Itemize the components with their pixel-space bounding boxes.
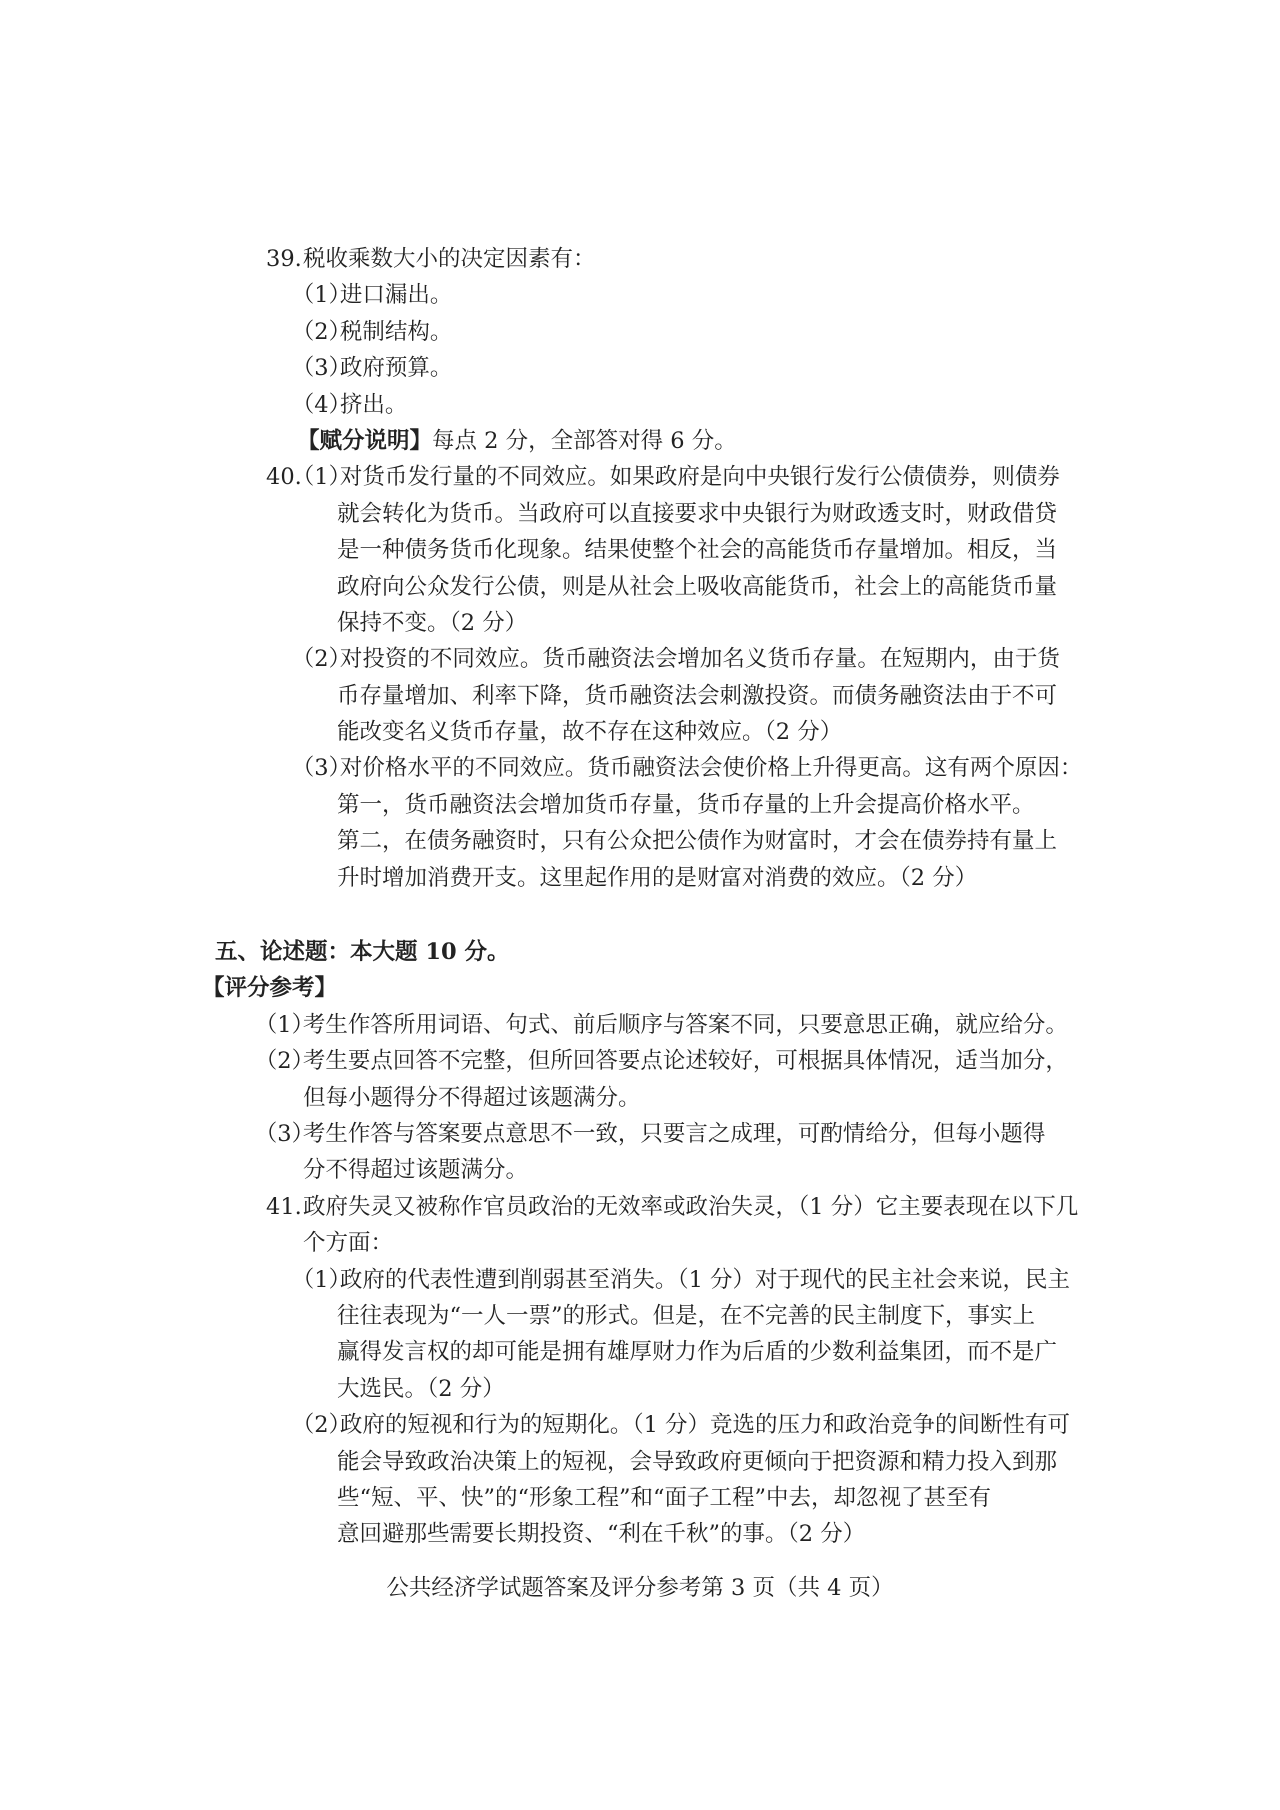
question-40-item-line	[0, 459, 1280, 495]
question-39-item	[0, 387, 1280, 423]
section-5-heading: 五、论述题：本大题 10 分。	[215, 939, 510, 966]
question-41-intro-line	[0, 1189, 1280, 1225]
question-40-number: 40.	[266, 464, 302, 491]
question-39-item-label: （1）	[303, 282, 340, 309]
question-41-number: 41.	[266, 1193, 302, 1220]
scoring-rule-line	[0, 1043, 1280, 1079]
question-41-item-line	[0, 1262, 1280, 1298]
question-41-item-text: 政府的代表性遭到削弱甚至消失。（1 分）对于现代的民主社会来说，民主	[339, 1266, 1071, 1293]
question-41-intro-line: 个方面：	[303, 1230, 394, 1257]
question-41-item-line: 大选民。（2 分）	[337, 1375, 505, 1402]
question-39-item	[0, 350, 1280, 386]
scoring-rule-text: 考生作答所用词语、句式、前后顺序与答案不同，只要意思正确，就应给分。	[302, 1011, 1068, 1038]
question-39-item	[0, 314, 1280, 350]
scoring-rule-line: 但每小题得分不得超过该题满分。	[303, 1084, 641, 1111]
page-footer: 公共经济学试题答案及评分参考第 3 页（共 4 页）	[386, 1575, 894, 1601]
question-41-item-line: 赢得发言权的却可能是拥有雄厚财力作为后盾的少数利益集团，而不是广	[337, 1339, 1058, 1366]
scoring-rule-label: （3）	[266, 1120, 303, 1147]
question-40-item-line: 能改变名义货币存量，故不存在这种效应。（2 分）	[337, 719, 843, 746]
question-41-item-label: （1）	[303, 1266, 340, 1293]
question-39-number: 39.	[266, 246, 302, 272]
question-40-item-label: （1）	[303, 464, 340, 491]
question-41-item-line: 往往表现为“一人一票”的形式。但是，在不完善的民主制度下，事实上	[337, 1302, 1036, 1329]
question-41-item-line: 意回避那些需要长期投资、“利在千秋”的事。（2 分）	[337, 1521, 866, 1548]
question-41-item-line	[0, 1407, 1280, 1443]
question-40-item-line	[0, 641, 1280, 677]
question-39-item-text: 挤出。	[339, 391, 408, 418]
question-40-item-line: 就会转化为货币。当政府可以直接要求中央银行为财政透支时，财政借贷	[337, 500, 1058, 527]
scoring-rule-label: （2）	[266, 1048, 303, 1075]
question-40-item-line: 是一种债务货币化现象。结果使整个社会的高能货币存量增加。相反，当	[337, 537, 1058, 564]
question-40-item-line: 第一，货币融资法会增加货币存量，货币存量的上升会提高价格水平。	[337, 791, 1035, 818]
question-40-item-text: 对货币发行量的不同效应。如果政府是向中央银行发行公债债券，则债券	[339, 464, 1060, 491]
scoring-reference-label: 【评分参考】	[202, 975, 338, 1002]
question-40-item-line: 币存量增加、利率下降，货币融资法会刺激投资。而债务融资法由于不可	[337, 682, 1058, 709]
question-40-item-line: 政府向公众发行公债，则是从社会上吸收高能货币，社会上的高能货币量	[337, 573, 1058, 600]
scoring-rule-line	[0, 1116, 1280, 1152]
question-41-item-line: 能会导致政治决策上的短视，会导致政府更倾向于把资源和精力投入到那	[337, 1448, 1058, 1475]
question-40-item-line: 第二，在债务融资时，只有公众把公债作为财富时，才会在债券持有量上	[337, 828, 1058, 855]
question-40-item-text: 对投资的不同效应。货币融资法会增加名义货币存量。在短期内，由于货	[339, 646, 1060, 673]
question-41-item-label: （2）	[303, 1412, 340, 1439]
scoring-rule-label: （1）	[266, 1011, 303, 1038]
question-39-item-text: 税制结构。	[339, 318, 453, 345]
scoring-rule-text: 考生要点回答不完整，但所回答要点论述较好，可根据具体情况，适当加分，	[302, 1048, 1068, 1075]
question-39-item	[0, 277, 1280, 313]
question-39-item-label: （3）	[303, 355, 340, 382]
scoring-rule-line: 分不得超过该题满分。	[303, 1157, 529, 1184]
question-39-item-text: 进口漏出。	[339, 282, 453, 309]
question-40-item-line	[0, 750, 1280, 786]
question-39-item-text: 政府预算。	[339, 355, 453, 382]
scoring-rule-line	[0, 1007, 1280, 1043]
scoring-note-text: 每点 2 分，全部答对得 6 分。	[432, 427, 737, 454]
question-39-stem: 税收乘数大小的决定因素有：	[303, 246, 596, 272]
question-40-item-label: （3）	[303, 755, 340, 782]
question-40-item-text: 对价格水平的不同效应。货币融资法会使价格上升得更高。这有两个原因：	[339, 755, 1083, 782]
question-41-item-text: 政府的短视和行为的短期化。（1 分）竞选的压力和政治竞争的间断性有可	[339, 1412, 1071, 1439]
question-39-item-label: （2）	[303, 318, 340, 345]
answer-key-body	[0, 241, 1280, 1553]
question-40-item-label: （2）	[303, 646, 340, 673]
scoring-note-label: 【赋分说明】	[297, 427, 433, 454]
question-39-stem-line	[0, 241, 1280, 277]
scoring-rule-text: 考生作答与答案要点意思不一致，只要言之成理，可酌情给分，但每小题得	[302, 1120, 1046, 1147]
question-40-item-line: 升时增加消费开支。这里起作用的是财富对消费的效应。（2 分）	[337, 864, 978, 891]
question-39-item-label: （4）	[303, 391, 340, 418]
question-40-item-line: 保持不变。（2 分）	[337, 609, 528, 636]
question-41-item-line: 些“短、平、快”的“形象工程”和“面子工程”中去，却忽视了甚至有	[337, 1484, 992, 1511]
question-41-intro-text: 政府失灵又被称作官员政治的无效率或政治失灵，（1 分）它主要表现在以下几	[303, 1193, 1079, 1220]
scoring-note	[0, 423, 1280, 459]
